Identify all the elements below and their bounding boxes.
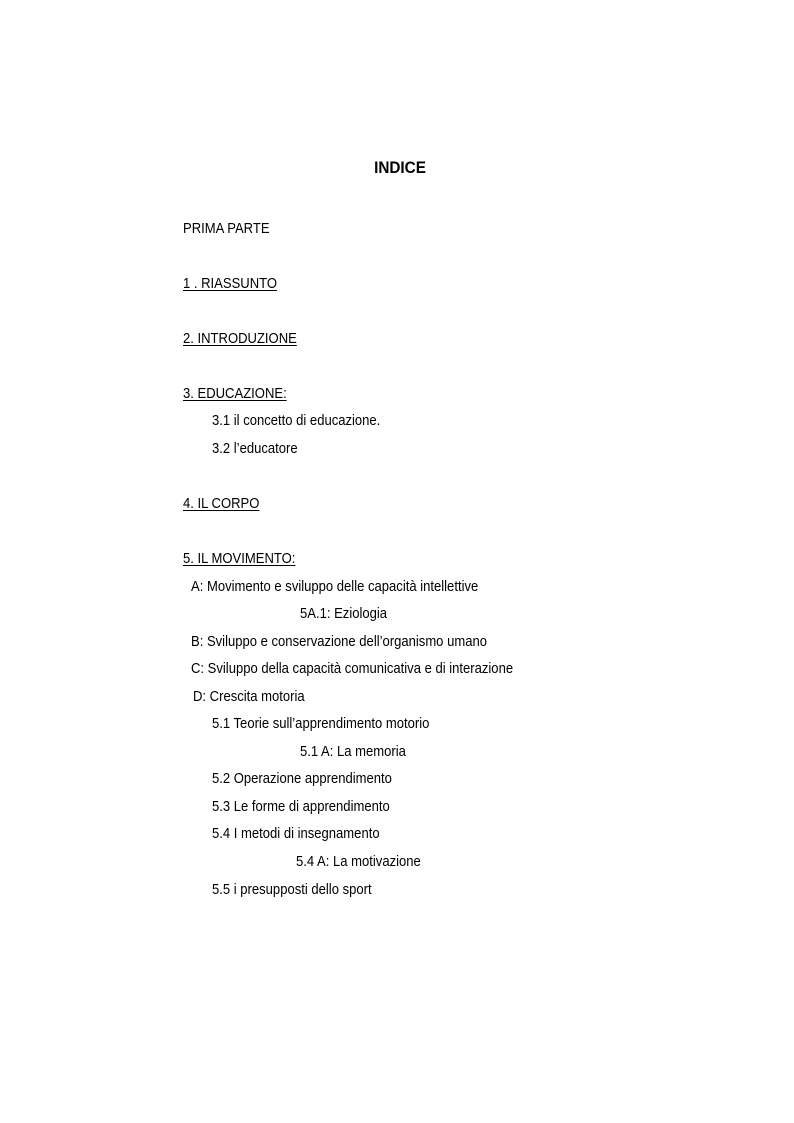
toc-subentry-5-3: 5.3 Le forme di apprendimento xyxy=(212,799,390,815)
toc-subentry-5a-1: 5A.1: Eziologia xyxy=(300,606,388,622)
toc-entry-educazione: 3. EDUCAZIONE: xyxy=(183,386,287,402)
toc-entry-introduzione: 2. INTRODUZIONE xyxy=(183,331,297,347)
toc-entry-movimento: 5. IL MOVIMENTO: xyxy=(183,551,296,567)
toc-entry-corpo: 4. IL CORPO xyxy=(183,496,260,512)
toc-subentry-5-2: 5.2 Operazione apprendimento xyxy=(212,771,392,787)
toc-subentry-5-c: C: Sviluppo della capacità comunicativa e di interazione xyxy=(191,661,514,677)
page-title: INDICE xyxy=(374,158,426,177)
toc-subentry-3-2: 3.2 l’educatore xyxy=(212,441,298,457)
toc-subentry-5-1-a: 5.1 A: La memoria xyxy=(300,744,406,760)
toc-subentry-5-5: 5.5 i presupposti dello sport xyxy=(212,882,372,898)
toc-subentry-5-4-a: 5.4 A: La motivazione xyxy=(296,854,421,870)
toc-subentry-5-4: 5.4 I metodi di insegnamento xyxy=(212,826,380,842)
toc-subentry-5-1: 5.1 Teorie sull’apprendimento motorio xyxy=(212,716,430,732)
part-heading: PRIMA PARTE xyxy=(183,221,270,237)
toc-entry-riassunto: 1 . RIASSUNTO xyxy=(183,276,278,292)
toc-subentry-3-1: 3.1 il concetto di educazione. xyxy=(212,413,381,429)
toc-subentry-5-d: D: Crescita motoria xyxy=(193,689,305,705)
toc-subentry-5-b: B: Sviluppo e conservazione dell’organismo umano xyxy=(191,634,487,650)
toc-subentry-5-a: A: Movimento e sviluppo delle capacità intellettive xyxy=(191,579,479,595)
